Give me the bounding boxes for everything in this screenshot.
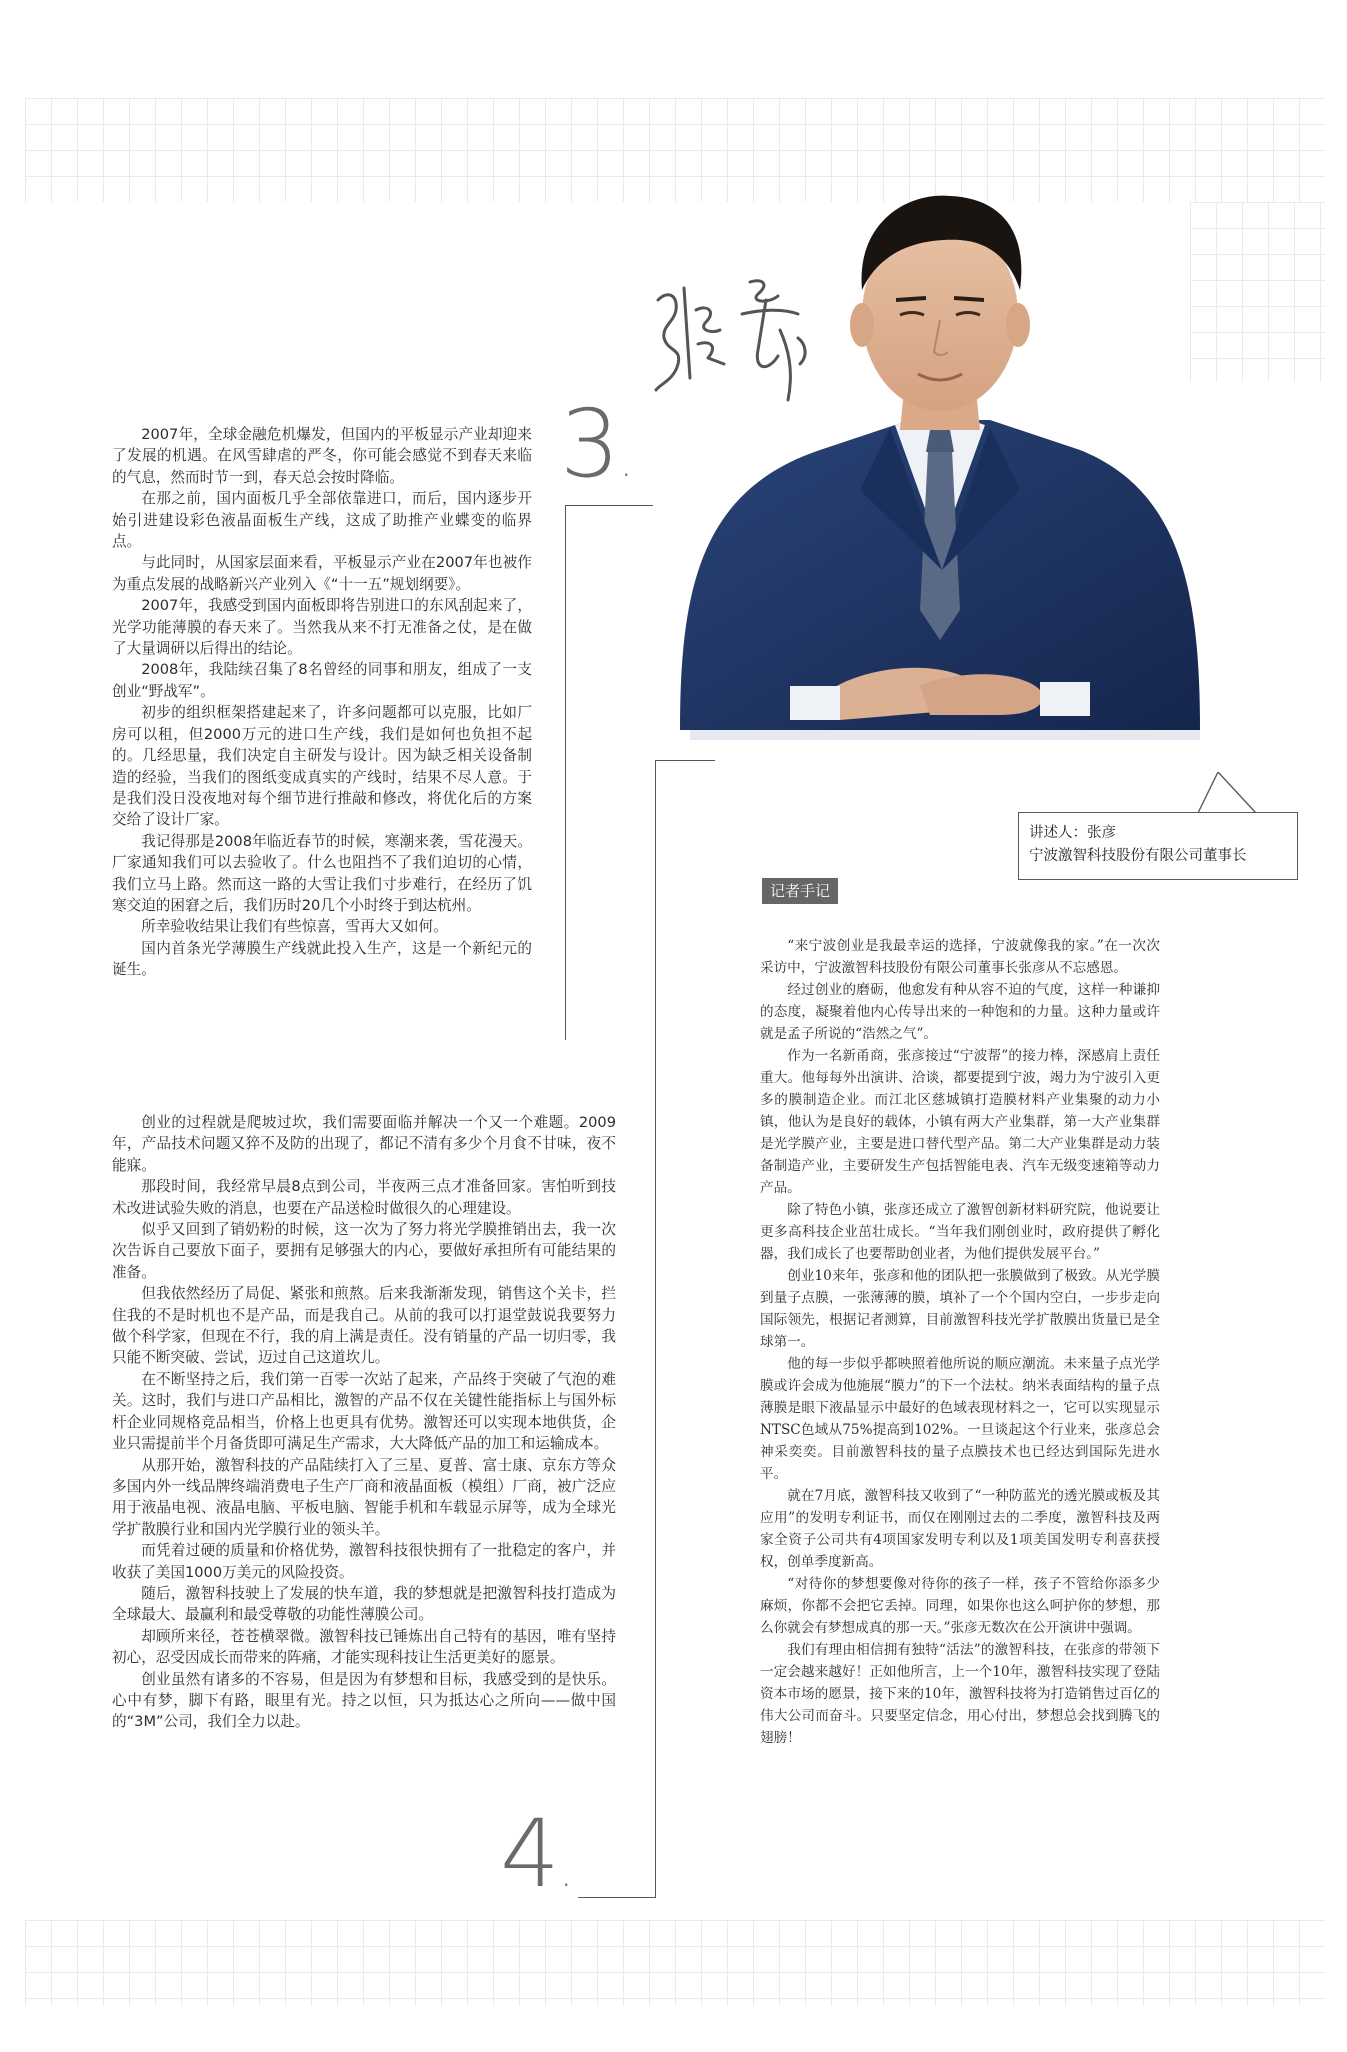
speaker-caption bbox=[1018, 812, 1298, 880]
paragraph: 从那开始，激智科技的产品陆续打入了三星、夏普、富士康、京东方等众多国内外一线品牌终端消费电子生产厂商和液晶面板（模组）厂商，被广泛应用于液晶电视、液晶电脑、平板电脑、智能手机和车载显示屏等，成为全球光学扩散膜行业和国内光学膜行业的领头羊。 bbox=[112, 1456, 616, 1538]
section-number-4: 4. bbox=[500, 1800, 573, 1909]
paragraph: 创业虽然有诸多的不容易，但是因为有梦想和目标，我感受到的是快乐。心中有梦，脚下有路，眼里有光。持之以恒，只为抵达心之所向——做中国的“3M”公司，我们全力以赴。 bbox=[112, 1670, 616, 1731]
paragraph: 与此同时，从国家层面来看，平板显示产业在2007年也被作为重点发展的战略新兴产业列入《“十一五”规划纲要》。 bbox=[112, 554, 532, 593]
caption-title: 宁波激智科技股份有限公司董事长 bbox=[1029, 848, 1247, 864]
section-4-text bbox=[112, 1112, 616, 1733]
paragraph: 在那之前，国内面板几乎全部依靠进口，而后，国内逐步开始引进建设彩色液晶面板生产线，这成了助推产业蝶变的临界点。 bbox=[112, 490, 532, 551]
reporter-notes-tag: 记者手记 bbox=[762, 878, 838, 904]
paragraph: 作为一名新甬商，张彦接过“宁波帮”的接力棒，深感肩上责任重大。他每每外出演讲、洽谈，都要提到宁波，竭力为宁波引入更多的膜制造企业。而江北区慈城镇打造膜材料产业集聚的动力小镇，他认为是良好的载体，小镇有两大产业集群，第一大产业集群是光学膜产业，主要是进口替代型产品。第二大产业集群是动力装备制造产业，主要研发生产包括智能电表、汽车无级变速箱等动力产品。 bbox=[760, 1048, 1160, 1196]
paragraph: 创业的过程就是爬坡过坎，我们需要面临并解决一个又一个难题。2009年，产品技术问题又猝不及防的出现了，都记不清有多少个月食不甘味，夜不能寐。 bbox=[112, 1114, 616, 1174]
paragraph: 而凭着过硬的质量和价格优势，激智科技很快拥有了一批稳定的客户，并收获了美国1000万美元的风险投资。 bbox=[112, 1542, 616, 1581]
paragraph: 在不断坚持之后，我们第一百零一次站了起来，产品终于突破了气泡的难关。这时，我们与进口产品相比，激智的产品不仅在关键性能指标上与国外标杆企业同规格竞品相当，价格上也更具有优势。激智还可以实现本地供货，企业只需提前半个月备货即可满足生产需求，大大降低产品的加工和运输成本。 bbox=[112, 1370, 616, 1453]
paragraph: 却顾所来径，苍苍横翠微。激智科技已锤炼出自己特有的基因，唯有坚持初心，忍受因成长而带来的阵痛，才能实现科技让生活更美好的愿景。 bbox=[112, 1627, 616, 1667]
paragraph: “对待你的梦想要像对待你的孩子一样，孩子不管给你添多少麻烦，你都不会把它丢掉。同理，如果你也这么呵护你的梦想，那么你就会有梦想成真的那一天。”张彦无数次在公开演讲中强调。 bbox=[760, 1576, 1160, 1636]
paragraph: 2007年，全球金融危机爆发，但国内的平板显示产业却迎来了发展的机遇。在风雪肆虐的严冬，你可能会感觉不到春天来临的气息，然而时节一到，春天总会按时降临。 bbox=[112, 426, 532, 486]
frame-rule bbox=[565, 505, 653, 506]
caption-speaker: 讲述人：张彦 bbox=[1029, 825, 1116, 841]
paragraph: 经过创业的磨砺，他愈发有种从容不迫的气度，这样一种谦抑的态度，凝聚着他内心传导出来的一种饱和的力量。这种力量或许就是孟子所说的“浩然之气”。 bbox=[760, 982, 1160, 1042]
decorative-grid-bottom bbox=[25, 1920, 1325, 2006]
section-3-text bbox=[112, 424, 532, 981]
paragraph: 随后，激智科技驶上了发展的快车道，我的梦想就是把激智科技打造成为全球最大、最赢利和最受尊敬的功能性薄膜公司。 bbox=[112, 1584, 616, 1624]
paragraph: 创业10来年，张彦和他的团队把一张膜做到了极致。从光学膜到量子点膜，一张薄薄的膜，填补了一个个国内空白，一步步走向国际领先，根据记者测算，目前激智科技光学扩散膜出货量已是全球第一。 bbox=[760, 1268, 1160, 1350]
section-number-3: 3. bbox=[560, 390, 633, 499]
paragraph: 他的每一步似乎都映照着他所说的顺应潮流。未来量子点光学膜或许会成为他施展“膜力”的下一个法杖。纳米表面结构的量子点薄膜是眼下液晶显示中最好的色域表现材料之一，它可以实现显示NTSC色域从75%提高到102%。一旦谈起这个行业来，张彦总会神采奕奕。目前激智科技的量子点膜技术也已经达到国际先进水平。 bbox=[760, 1356, 1160, 1482]
frame-rule bbox=[655, 760, 656, 1898]
portrait-photo bbox=[660, 130, 1220, 780]
paragraph: 就在7月底，激智科技又收到了“一种防蓝光的透光膜或板及其应用”的发明专利证书，而仅在刚刚过去的二季度，激智科技及两家全资子公司共有4项国家发明专利以及1项美国发明专利喜获授权，创单季度新高。 bbox=[760, 1488, 1160, 1570]
paragraph: 但我依然经历了局促、紧张和煎熬。后来我渐渐发现，销售这个关卡，拦住我的不是时机也不是产品，而是我自己。从前的我可以打退堂鼓说我要努力做个科学家，但现在不行，我的肩上满是责任。没有销量的产品一切归零，我只能不断突破、尝试，迈过自己这道坎儿。 bbox=[112, 1285, 616, 1367]
paragraph: 所幸验收结果让我们有些惊喜，雪再大又如何。 bbox=[141, 918, 448, 936]
paragraph: 2007年，我感受到国内面板即将告别进口的东风刮起来了，光学功能薄膜的春天来了。当然我从来不打无准备之仗，是在做了大量调研以后得出的结论。 bbox=[112, 597, 532, 658]
caption-pointer bbox=[1198, 772, 1258, 814]
paragraph: 2008年，我陆续召集了8名曾经的同事和朋友，组成了一支创业“野战军”。 bbox=[112, 661, 532, 700]
paragraph: 我们有理由相信拥有独特“活法”的激智科技，在张彦的带领下一定会越来越好！正如他所言，上一个10年，激智科技实现了登陆资本市场的愿景，接下来的10年，激智科技将为打造销售过百亿的伟大公司而奋斗。只要坚定信念，用心付出，梦想总会找到腾飞的翅膀！ bbox=[760, 1642, 1160, 1746]
paragraph: 初步的组织框架搭建起来了，许多问题都可以克服，比如厂房可以租，但2000万元的进口生产线，我们是如何也负担不起的。几经思量，我们决定自主研发与设计。因为缺乏相关设备制造的经验，当我们的图纸变成真实的产线时，结果不尽人意。于是我们没日没夜地对每个细节进行推敲和修改，将优化后的方案交给了设计厂家。 bbox=[112, 704, 532, 829]
paragraph: 除了特色小镇，张彦还成立了激智创新材料研究院，他说要让更多高科技企业茁壮成长。“当年我们刚创业时，政府提供了孵化器，我们成长了也要帮助创业者，为他们提供发展平台。” bbox=[760, 1202, 1160, 1262]
paragraph: 我记得那是2008年临近春节的时候，寒潮来袭，雪花漫天。厂家通知我们可以去验收了。什么也阻挡不了我们迫切的心情，我们立马上路。然而这一路的大雪让我们寸步难行，在经历了饥寒交迫的困窘之后，我们历时20几个小时终于到达杭州。 bbox=[112, 832, 532, 914]
frame-rule bbox=[565, 505, 566, 1040]
paragraph: 国内首条光学薄膜生产线就此投入生产，这是一个新纪元的诞生。 bbox=[112, 939, 532, 979]
frame-rule bbox=[578, 1897, 656, 1898]
paragraph: 似乎又回到了销奶粉的时候，这一次为了努力将光学膜推销出去，我一次次告诉自己要放下面子，要拥有足够强大的内心，要做好承担所有可能结果的准备。 bbox=[112, 1221, 616, 1281]
paragraph: 那段时间，我经常早晨8点到公司，半夜两三点才准备回家。害怕听到技术改进试验失败的消息，也要在产品送检时做很久的心理建设。 bbox=[112, 1178, 616, 1217]
paragraph: “来宁波创业是我最幸运的选择，宁波就像我的家。”在一次次采访中，宁波激智科技股份有限公司董事长张彦从不忘感恩。 bbox=[760, 938, 1160, 976]
reporter-notes-text bbox=[760, 935, 1160, 1749]
